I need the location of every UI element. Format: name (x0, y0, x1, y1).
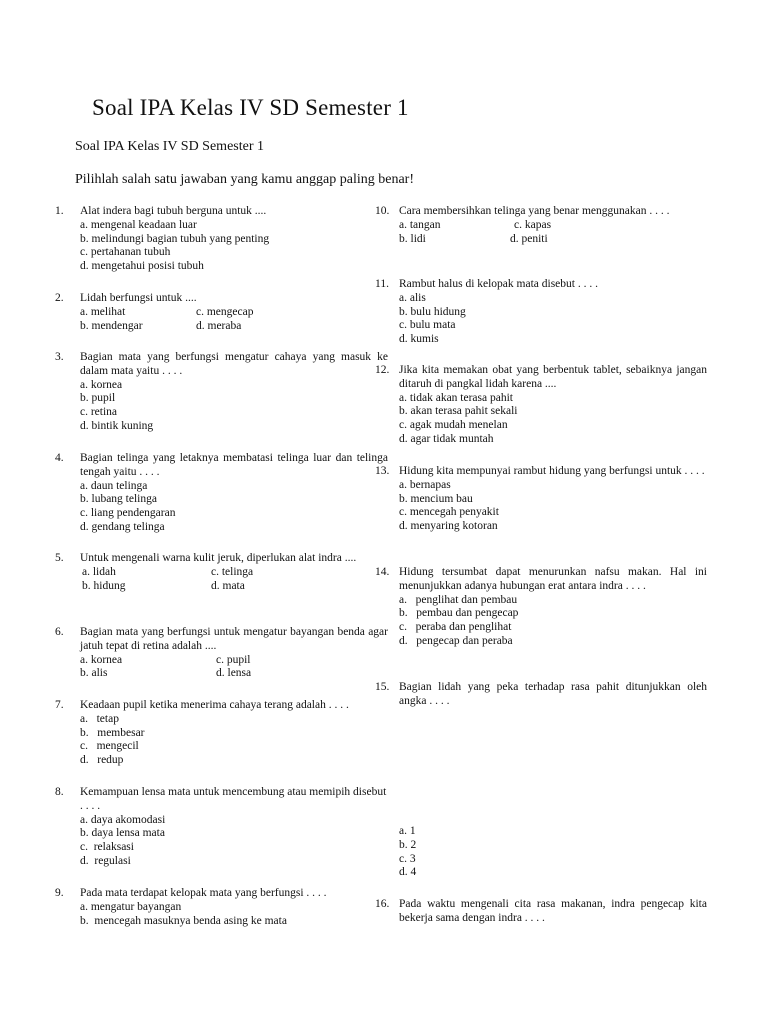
options (399, 392, 707, 447)
option: d. menyaring kotoran (399, 520, 498, 533)
options (80, 219, 388, 274)
options (80, 654, 388, 682)
question-14 (375, 566, 707, 649)
option: a. kornea (80, 653, 123, 666)
options (399, 825, 707, 880)
option: a. tetap (80, 712, 119, 725)
question-text: Cara membersihkan telinga yang benar menggunakan . . . . (399, 205, 670, 217)
question-number: 13. (375, 465, 390, 477)
options (399, 292, 707, 347)
option: c. bulu mata (399, 319, 456, 332)
question-text: Pada mata terdapat kelopak mata yang berfungsi . . . . (80, 887, 327, 899)
option: c. telinga (211, 565, 254, 578)
question-13 (375, 465, 707, 534)
options (80, 480, 388, 535)
options (80, 814, 388, 869)
option: d. mata (211, 579, 245, 592)
option: a. bernapas (399, 478, 451, 491)
option: b. daya lensa mata (80, 827, 165, 840)
option: b. alis (80, 667, 108, 680)
options (80, 306, 388, 334)
option: a. lidah (82, 565, 116, 578)
option: b. lidi (399, 232, 426, 245)
question-text: Pada waktu mengenali cita rasa makanan, indra pengecap kita bekerja sama dengan indra . . . . (399, 898, 707, 924)
option: b. lubang telinga (80, 493, 157, 506)
option: d. kumis (399, 333, 439, 346)
question-number: 4. (55, 452, 64, 464)
question-16 (375, 898, 707, 926)
option: c. peraba dan penglihat (399, 621, 512, 634)
question-number: 5. (55, 552, 64, 564)
option: d. bintik kuning (80, 419, 154, 432)
question-5 (55, 552, 388, 593)
option: a. tidak akan terasa pahit (399, 391, 513, 404)
document-subtitle: Soal IPA Kelas IV SD Semester 1 (75, 139, 264, 154)
option: d. meraba (196, 319, 242, 332)
question-number: 7. (55, 699, 64, 711)
option: a. kornea (80, 378, 123, 391)
question-number: 16. (375, 898, 390, 910)
option: c. mengecil (80, 740, 139, 753)
option: c. mencegah penyakit (399, 506, 499, 519)
option: c. kapas (514, 218, 552, 231)
options (399, 479, 707, 534)
question-text: Kemampuan lensa mata untuk mencembung atau memipih disebut . . . . (80, 786, 387, 812)
option: a. alis (399, 291, 426, 304)
question-text: Hidung tersumbat dapat menurunkan nafsu makan. Hal ini menunjukkan adanya hubungan erat antara indra . . . . (399, 566, 707, 592)
question-number: 8. (55, 786, 64, 798)
question-text: Bagian lidah yang peka terhadap rasa pahit ditunjukkan oleh angka . . . . (399, 681, 707, 707)
option: d. mengetahui posisi tubuh (80, 260, 204, 273)
question-text: Rambut halus di kelopak mata disebut . . . . (399, 278, 598, 290)
question-number: 6. (55, 626, 64, 638)
option: d. gendang telinga (80, 520, 165, 533)
option: a. daya akomodasi (80, 813, 166, 826)
question-6 (55, 626, 388, 681)
question-1 (55, 205, 388, 274)
options (80, 566, 388, 594)
options (80, 713, 388, 768)
question-8 (55, 786, 388, 869)
option: b. akan terasa pahit sekali (399, 405, 518, 418)
option: a. tangan (399, 218, 441, 231)
question-text: Lidah berfungsi untuk .... (80, 292, 197, 304)
option: b. hidung (82, 579, 126, 592)
option: b. 2 (399, 838, 417, 851)
question-number: 11. (375, 278, 389, 290)
option: d. peniti (510, 232, 548, 245)
question-10 (375, 205, 707, 246)
option: b. mencegah masuknya benda asing ke mata (80, 914, 287, 927)
question-15 (375, 681, 707, 709)
option: d. regulasi (80, 854, 131, 867)
option: c. agak mudah menelan (399, 419, 508, 432)
option: c. liang pendengaran (80, 507, 176, 520)
option: c. pupil (216, 653, 251, 666)
question-text: Jika kita memakan obat yang berbentuk tablet, sebaiknya jangan ditaruh di pangkal lidah karena .... (399, 364, 707, 390)
options (399, 219, 707, 247)
options (80, 379, 388, 434)
question-15-options (375, 825, 707, 880)
option: d. redup (80, 754, 124, 767)
question-text: Keadaan pupil ketika menerima cahaya terang adalah . . . . (80, 699, 349, 711)
document-title: Soal IPA Kelas IV SD Semester 1 (92, 95, 409, 120)
question-7 (55, 699, 388, 768)
question-number: 10. (375, 205, 390, 217)
question-number: 3. (55, 351, 64, 363)
option: b. melindungi bagian tubuh yang penting (80, 232, 270, 245)
option: b. bulu hidung (399, 305, 466, 318)
option: b. pupil (80, 392, 116, 405)
option: c. relaksasi (80, 841, 134, 854)
option: b. mencium bau (399, 492, 473, 505)
options (80, 901, 388, 929)
option: c. 3 (399, 852, 416, 865)
option: d. agar tidak muntah (399, 432, 494, 445)
question-4 (55, 452, 388, 535)
instruction-text: Pilihlah salah satu jawaban yang kamu anggap paling benar! (75, 172, 415, 187)
question-text: Bagian mata yang berfungsi mengatur cahaya yang masuk ke dalam mata yaitu . . . . (80, 351, 388, 377)
option: b. membesar (80, 726, 145, 739)
option: a. mengenal keadaan luar (80, 218, 197, 231)
question-2 (55, 292, 388, 333)
question-text: Alat indera bagi tubuh berguna untuk .... (80, 205, 267, 217)
question-number: 15. (375, 681, 390, 693)
question-number: 2. (55, 292, 64, 304)
question-9 (55, 887, 388, 928)
option: d. 4 (399, 866, 417, 879)
option: d. pengecap dan peraba (399, 634, 513, 647)
option: a. 1 (399, 825, 416, 837)
option: c. retina (80, 406, 118, 419)
option: c. pertahanan tubuh (80, 246, 171, 259)
options (399, 594, 707, 649)
question-3 (55, 351, 388, 434)
option: a. daun telinga (80, 479, 148, 492)
question-text: Hidung kita mempunyai rambut hidung yang berfungsi untuk . . . . (399, 465, 705, 477)
option: a. melihat (80, 305, 126, 318)
question-number: 14. (375, 566, 390, 578)
option: a. mengatur bayangan (80, 900, 182, 913)
question-text: Bagian telinga yang letaknya membatasi telinga luar dan telinga tengah yaitu . . . . (80, 452, 388, 478)
option: c. mengecap (196, 305, 254, 318)
question-number: 9. (55, 887, 64, 899)
question-text: Bagian mata yang berfungsi untuk mengatur bayangan benda agar jatuh tepat di retina adalah .... (80, 626, 388, 652)
question-text: Untuk mengenali warna kulit jeruk, diperlukan alat indra .... (80, 552, 357, 564)
question-11 (375, 278, 707, 347)
question-number: 1. (55, 205, 64, 217)
option: b. pembau dan pengecap (399, 607, 519, 620)
option: b. mendengar (80, 319, 143, 332)
option: d. lensa (216, 667, 252, 680)
question-12 (375, 364, 707, 447)
option: a. penglihat dan pembau (399, 593, 518, 606)
question-number: 12. (375, 364, 390, 376)
